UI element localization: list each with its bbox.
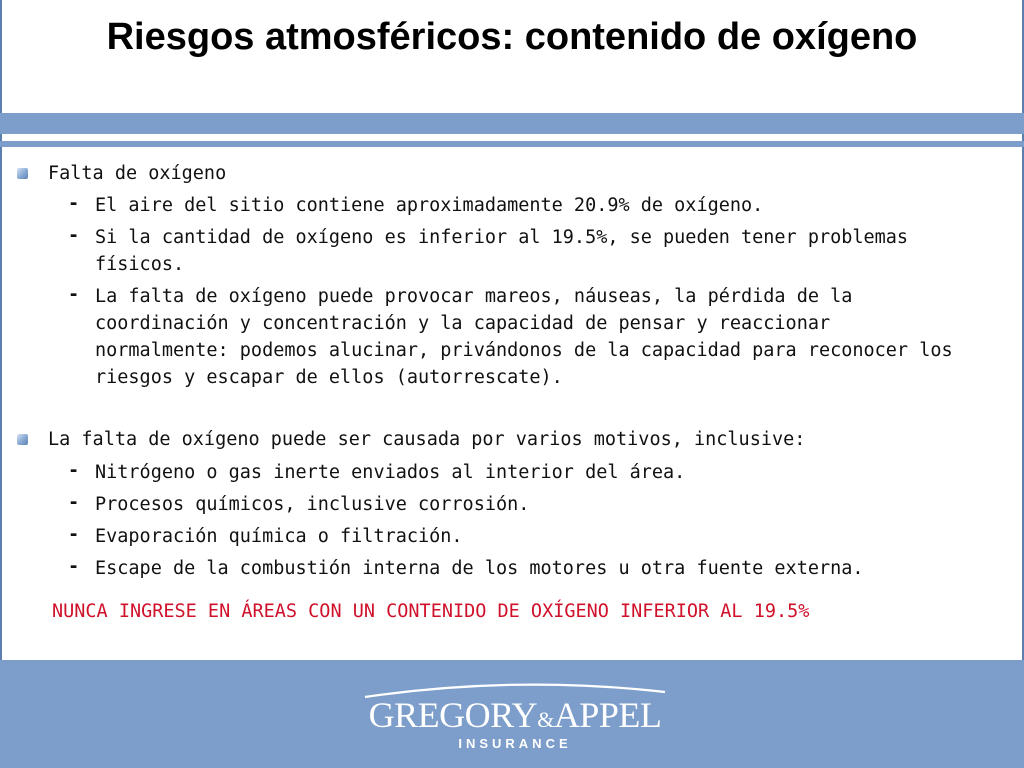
sub-bullet-item — [0, 555, 965, 582]
dash-bullet-icon: - — [68, 193, 80, 214]
square-bullet-icon — [17, 168, 28, 179]
bullet-text: Falta de oxígeno — [48, 163, 227, 184]
sub-bullet-text: Si la cantidad de oxígeno es inferior al 19.5%, se pueden tener problemas físicos. — [95, 227, 909, 275]
logo-ampersand: & — [537, 707, 554, 732]
dash-bullet-icon: - — [68, 284, 80, 305]
warning-note: NUNCA INGRESE EN ÁREAS CON UN CONTENIDO DE OXÍGENO INFERIOR AL 19.5% — [52, 601, 810, 622]
sub-bullet-item — [0, 192, 965, 219]
bullet-item — [0, 160, 908, 187]
header-band — [0, 113, 1024, 134]
dash-bullet-icon: - — [68, 556, 80, 577]
logo-name-left: GREGORY — [368, 695, 538, 735]
sub-bullet-item — [0, 283, 965, 391]
sub-bullet-text: Nitrógeno o gas inerte enviados al interior del área. — [95, 462, 686, 483]
square-bullet-icon — [17, 434, 28, 445]
sub-bullet-text: Escape de la combustión interna de los motores u otra fuente externa. — [95, 558, 864, 579]
dash-bullet-icon: - — [68, 225, 80, 246]
sub-bullet-text: Evaporación química o filtración. — [95, 526, 463, 547]
slide-body — [0, 160, 1024, 582]
dash-bullet-icon: - — [68, 524, 80, 545]
slide-title: Riesgos atmosféricos: contenido de oxígeno — [106, 16, 918, 58]
sub-bullet-text: Procesos químicos, inclusive corrosión. — [95, 494, 530, 515]
bullet-item — [0, 426, 908, 453]
sub-bullet-item — [0, 459, 965, 486]
sub-bullet-item — [0, 523, 965, 550]
dash-bullet-icon: - — [68, 492, 80, 513]
logo-name-right: APPEL — [553, 695, 662, 735]
company-logo — [360, 680, 670, 760]
sub-bullet-item — [0, 491, 965, 518]
sub-bullet-item — [0, 224, 965, 278]
logo-subtitle: INSURANCE — [458, 736, 572, 751]
header-stripe — [0, 141, 1024, 147]
sub-bullet-text: La falta de oxígeno puede provocar mareos, náuseas, la pérdida de la coordinación y concentración y la capacidad de pensar y reaccionar normalmente: podemos alucinar, privándonos de la capacidad para reconocer los riesgos y escapar de ellos (autorrescate). — [95, 286, 953, 388]
bullet-text: La falta de oxígeno puede ser causada por varios motivos, inclusive: — [48, 429, 806, 450]
sub-bullet-text: El aire del sitio contiene aproximadamente 20.9% de oxígeno. — [95, 195, 764, 216]
logo-wordmark — [360, 694, 670, 736]
dash-bullet-icon: - — [68, 460, 80, 481]
